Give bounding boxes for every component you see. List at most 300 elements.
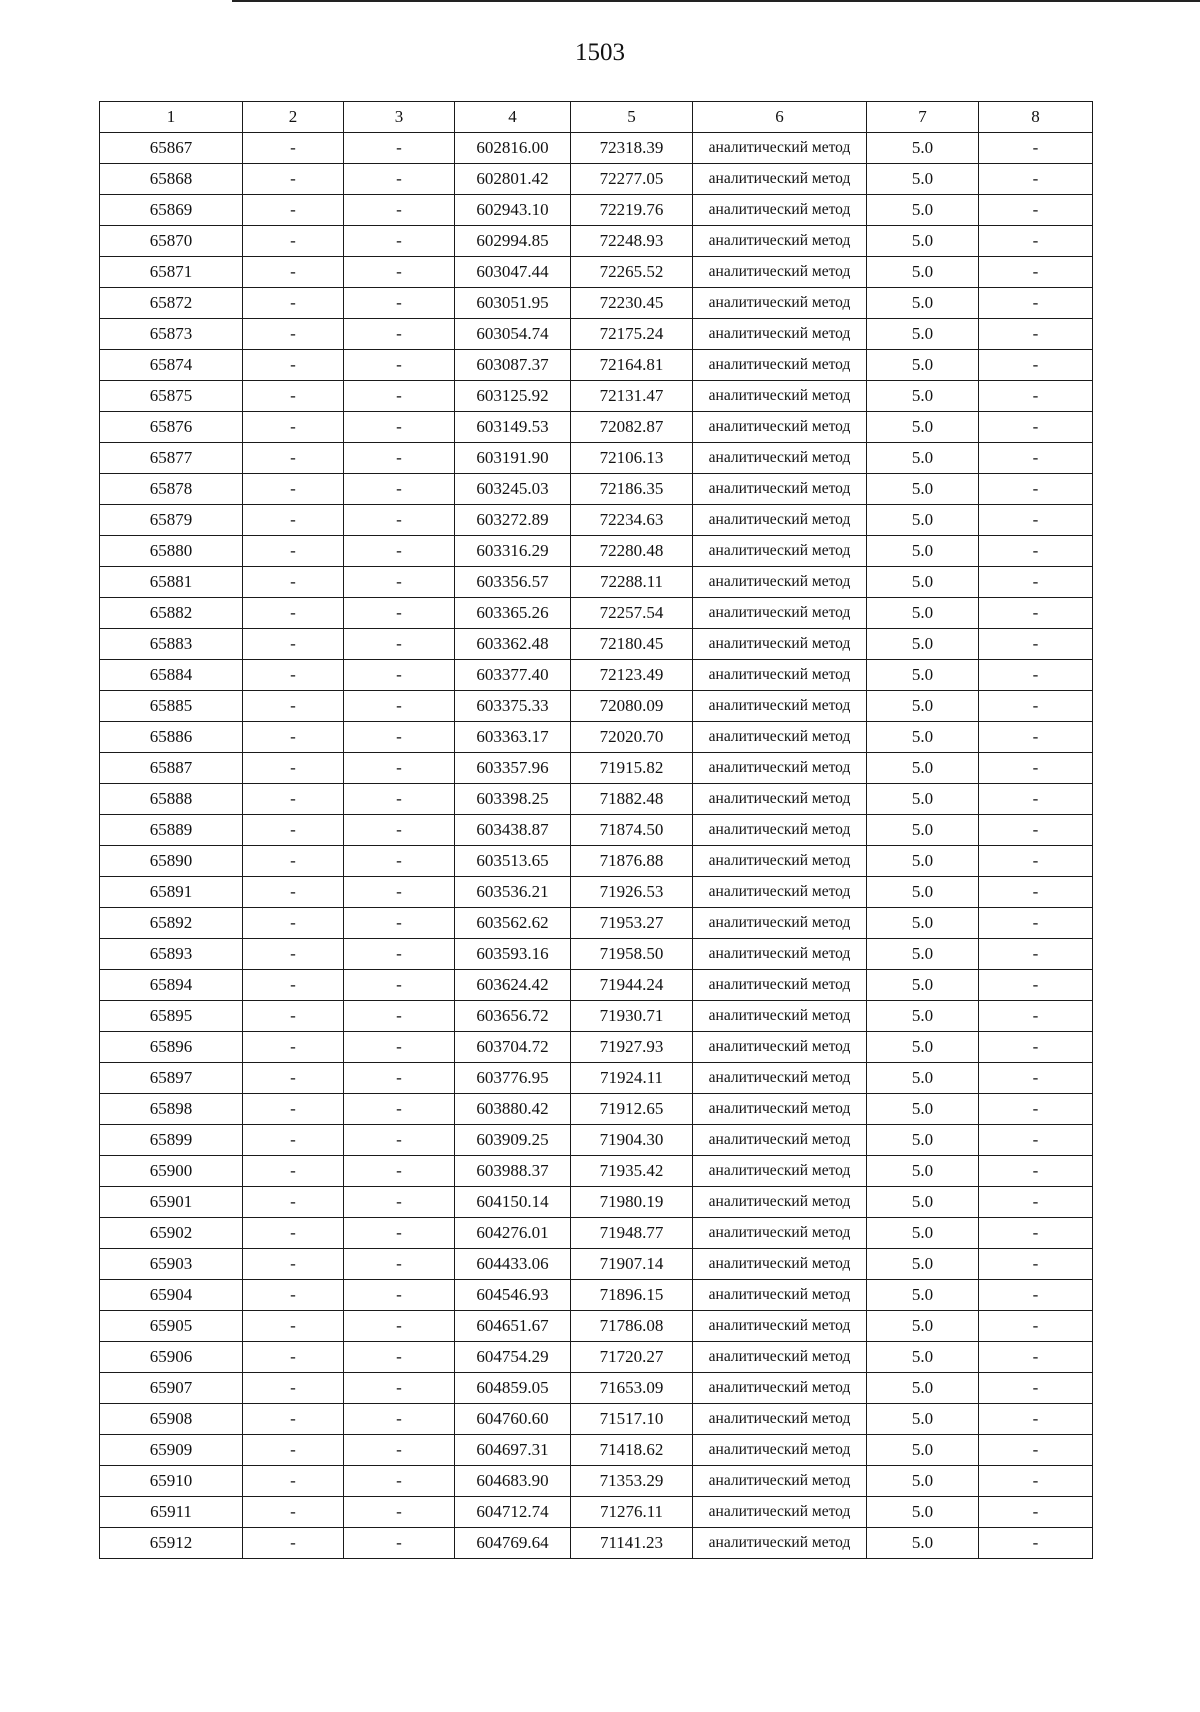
table-row <box>100 1094 1093 1125</box>
point-number-cell: 65879 <box>100 505 243 536</box>
column-3-cell: - <box>344 474 455 505</box>
column-8-cell: - <box>979 598 1093 629</box>
point-number-cell: 65894 <box>100 970 243 1001</box>
column-2-cell: - <box>243 1373 344 1404</box>
accuracy-cell: 5.0 <box>867 443 979 474</box>
x-coordinate-cell: 603245.03 <box>455 474 571 505</box>
method-cell: аналитический метод <box>693 660 867 691</box>
point-number-cell: 65872 <box>100 288 243 319</box>
point-number-cell: 65904 <box>100 1280 243 1311</box>
accuracy-cell: 5.0 <box>867 1342 979 1373</box>
column-header: 8 <box>979 102 1093 133</box>
point-number-cell: 65881 <box>100 567 243 598</box>
y-coordinate-cell: 72248.93 <box>571 226 693 257</box>
column-8-cell: - <box>979 1280 1093 1311</box>
y-coordinate-cell: 71653.09 <box>571 1373 693 1404</box>
table-row <box>100 1497 1093 1528</box>
accuracy-cell: 5.0 <box>867 660 979 691</box>
y-coordinate-cell: 72277.05 <box>571 164 693 195</box>
accuracy-cell: 5.0 <box>867 784 979 815</box>
point-number-cell: 65902 <box>100 1218 243 1249</box>
point-number-cell: 65880 <box>100 536 243 567</box>
column-8-cell: - <box>979 1342 1093 1373</box>
column-8-cell: - <box>979 1311 1093 1342</box>
column-2-cell: - <box>243 1342 344 1373</box>
method-cell: аналитический метод <box>693 908 867 939</box>
table-row <box>100 1156 1093 1187</box>
x-coordinate-cell: 603362.48 <box>455 629 571 660</box>
column-2-cell: - <box>243 567 344 598</box>
column-2-cell: - <box>243 908 344 939</box>
column-8-cell: - <box>979 133 1093 164</box>
accuracy-cell: 5.0 <box>867 1249 979 1280</box>
point-number-cell: 65906 <box>100 1342 243 1373</box>
column-8-cell: - <box>979 784 1093 815</box>
method-cell: аналитический метод <box>693 1156 867 1187</box>
table-row <box>100 1528 1093 1559</box>
column-2-cell: - <box>243 1404 344 1435</box>
point-number-cell: 65909 <box>100 1435 243 1466</box>
point-number-cell: 65882 <box>100 598 243 629</box>
method-cell: аналитический метод <box>693 846 867 877</box>
column-8-cell: - <box>979 660 1093 691</box>
column-8-cell: - <box>979 1466 1093 1497</box>
column-8-cell: - <box>979 877 1093 908</box>
x-coordinate-cell: 602994.85 <box>455 226 571 257</box>
y-coordinate-cell: 71418.62 <box>571 1435 693 1466</box>
column-header: 5 <box>571 102 693 133</box>
column-header: 2 <box>243 102 344 133</box>
column-2-cell: - <box>243 970 344 1001</box>
point-number-cell: 65889 <box>100 815 243 846</box>
column-2-cell: - <box>243 753 344 784</box>
column-3-cell: - <box>344 784 455 815</box>
x-coordinate-cell: 602943.10 <box>455 195 571 226</box>
table-row <box>100 1063 1093 1094</box>
column-3-cell: - <box>344 970 455 1001</box>
y-coordinate-cell: 72020.70 <box>571 722 693 753</box>
table-row <box>100 846 1093 877</box>
column-3-cell: - <box>344 1125 455 1156</box>
x-coordinate-cell: 603536.21 <box>455 877 571 908</box>
point-number-cell: 65903 <box>100 1249 243 1280</box>
y-coordinate-cell: 71980.19 <box>571 1187 693 1218</box>
point-number-cell: 65907 <box>100 1373 243 1404</box>
coordinates-table <box>99 101 1093 1559</box>
x-coordinate-cell: 604683.90 <box>455 1466 571 1497</box>
method-cell: аналитический метод <box>693 691 867 722</box>
point-number-cell: 65873 <box>100 319 243 350</box>
method-cell: аналитический метод <box>693 1373 867 1404</box>
accuracy-cell: 5.0 <box>867 288 979 319</box>
accuracy-cell: 5.0 <box>867 381 979 412</box>
table-row <box>100 660 1093 691</box>
table-row <box>100 784 1093 815</box>
y-coordinate-cell: 71876.88 <box>571 846 693 877</box>
column-8-cell: - <box>979 474 1093 505</box>
point-number-cell: 65912 <box>100 1528 243 1559</box>
accuracy-cell: 5.0 <box>867 1373 979 1404</box>
column-2-cell: - <box>243 939 344 970</box>
x-coordinate-cell: 604150.14 <box>455 1187 571 1218</box>
column-3-cell: - <box>344 1497 455 1528</box>
column-8-cell: - <box>979 505 1093 536</box>
column-header: 7 <box>867 102 979 133</box>
x-coordinate-cell: 603087.37 <box>455 350 571 381</box>
table-row <box>100 908 1093 939</box>
y-coordinate-cell: 71944.24 <box>571 970 693 1001</box>
accuracy-cell: 5.0 <box>867 474 979 505</box>
accuracy-cell: 5.0 <box>867 722 979 753</box>
accuracy-cell: 5.0 <box>867 505 979 536</box>
column-3-cell: - <box>344 257 455 288</box>
table-row <box>100 474 1093 505</box>
column-3-cell: - <box>344 1187 455 1218</box>
column-2-cell: - <box>243 1249 344 1280</box>
column-3-cell: - <box>344 1528 455 1559</box>
x-coordinate-cell: 604712.74 <box>455 1497 571 1528</box>
y-coordinate-cell: 71948.77 <box>571 1218 693 1249</box>
point-number-cell: 65897 <box>100 1063 243 1094</box>
y-coordinate-cell: 71786.08 <box>571 1311 693 1342</box>
column-8-cell: - <box>979 908 1093 939</box>
point-number-cell: 65877 <box>100 443 243 474</box>
point-number-cell: 65899 <box>100 1125 243 1156</box>
column-8-cell: - <box>979 1497 1093 1528</box>
column-2-cell: - <box>243 257 344 288</box>
method-cell: аналитический метод <box>693 784 867 815</box>
column-8-cell: - <box>979 1063 1093 1094</box>
method-cell: аналитический метод <box>693 257 867 288</box>
y-coordinate-cell: 71517.10 <box>571 1404 693 1435</box>
x-coordinate-cell: 603398.25 <box>455 784 571 815</box>
column-8-cell: - <box>979 1435 1093 1466</box>
table-row <box>100 536 1093 567</box>
accuracy-cell: 5.0 <box>867 1032 979 1063</box>
x-coordinate-cell: 604754.29 <box>455 1342 571 1373</box>
table-body <box>100 133 1093 1559</box>
y-coordinate-cell: 71924.11 <box>571 1063 693 1094</box>
point-number-cell: 65893 <box>100 939 243 970</box>
column-8-cell: - <box>979 1125 1093 1156</box>
point-number-cell: 65890 <box>100 846 243 877</box>
column-header: 6 <box>693 102 867 133</box>
method-cell: аналитический метод <box>693 815 867 846</box>
table-row <box>100 1311 1093 1342</box>
table-row <box>100 1032 1093 1063</box>
x-coordinate-cell: 603624.42 <box>455 970 571 1001</box>
x-coordinate-cell: 604651.67 <box>455 1311 571 1342</box>
method-cell: аналитический метод <box>693 722 867 753</box>
column-2-cell: - <box>243 536 344 567</box>
y-coordinate-cell: 71874.50 <box>571 815 693 846</box>
column-2-cell: - <box>243 1032 344 1063</box>
point-number-cell: 65898 <box>100 1094 243 1125</box>
column-8-cell: - <box>979 1249 1093 1280</box>
column-8-cell: - <box>979 257 1093 288</box>
column-header: 4 <box>455 102 571 133</box>
accuracy-cell: 5.0 <box>867 319 979 350</box>
column-2-cell: - <box>243 1125 344 1156</box>
point-number-cell: 65870 <box>100 226 243 257</box>
column-3-cell: - <box>344 567 455 598</box>
method-cell: аналитический метод <box>693 1435 867 1466</box>
accuracy-cell: 5.0 <box>867 1125 979 1156</box>
column-3-cell: - <box>344 133 455 164</box>
accuracy-cell: 5.0 <box>867 753 979 784</box>
y-coordinate-cell: 71896.15 <box>571 1280 693 1311</box>
column-2-cell: - <box>243 226 344 257</box>
column-3-cell: - <box>344 846 455 877</box>
method-cell: аналитический метод <box>693 381 867 412</box>
column-2-cell: - <box>243 815 344 846</box>
header-row <box>100 102 1093 133</box>
y-coordinate-cell: 72131.47 <box>571 381 693 412</box>
y-coordinate-cell: 72234.63 <box>571 505 693 536</box>
column-8-cell: - <box>979 195 1093 226</box>
column-header: 1 <box>100 102 243 133</box>
point-number-cell: 65878 <box>100 474 243 505</box>
column-8-cell: - <box>979 350 1093 381</box>
method-cell: аналитический метод <box>693 133 867 164</box>
column-8-cell: - <box>979 1528 1093 1559</box>
method-cell: аналитический метод <box>693 1063 867 1094</box>
method-cell: аналитический метод <box>693 1218 867 1249</box>
column-3-cell: - <box>344 226 455 257</box>
column-8-cell: - <box>979 1218 1093 1249</box>
y-coordinate-cell: 72280.48 <box>571 536 693 567</box>
accuracy-cell: 5.0 <box>867 1280 979 1311</box>
x-coordinate-cell: 603356.57 <box>455 567 571 598</box>
column-3-cell: - <box>344 1311 455 1342</box>
column-8-cell: - <box>979 939 1093 970</box>
table-row <box>100 164 1093 195</box>
table-row <box>100 1001 1093 1032</box>
y-coordinate-cell: 71882.48 <box>571 784 693 815</box>
method-cell: аналитический метод <box>693 505 867 536</box>
accuracy-cell: 5.0 <box>867 195 979 226</box>
column-3-cell: - <box>344 691 455 722</box>
x-coordinate-cell: 603316.29 <box>455 536 571 567</box>
y-coordinate-cell: 71276.11 <box>571 1497 693 1528</box>
table-row <box>100 722 1093 753</box>
accuracy-cell: 5.0 <box>867 970 979 1001</box>
point-number-cell: 65869 <box>100 195 243 226</box>
column-header: 3 <box>344 102 455 133</box>
table-row <box>100 257 1093 288</box>
accuracy-cell: 5.0 <box>867 908 979 939</box>
y-coordinate-cell: 72080.09 <box>571 691 693 722</box>
column-8-cell: - <box>979 1001 1093 1032</box>
table-row <box>100 815 1093 846</box>
page-number: 1503 <box>575 39 625 66</box>
point-number-cell: 65896 <box>100 1032 243 1063</box>
accuracy-cell: 5.0 <box>867 846 979 877</box>
y-coordinate-cell: 72230.45 <box>571 288 693 319</box>
column-3-cell: - <box>344 1094 455 1125</box>
point-number-cell: 65874 <box>100 350 243 381</box>
method-cell: аналитический метод <box>693 753 867 784</box>
x-coordinate-cell: 604697.31 <box>455 1435 571 1466</box>
top-rule <box>232 0 1200 2</box>
accuracy-cell: 5.0 <box>867 1466 979 1497</box>
x-coordinate-cell: 602801.42 <box>455 164 571 195</box>
y-coordinate-cell: 72106.13 <box>571 443 693 474</box>
table-row <box>100 1404 1093 1435</box>
accuracy-cell: 5.0 <box>867 1001 979 1032</box>
accuracy-cell: 5.0 <box>867 164 979 195</box>
accuracy-cell: 5.0 <box>867 133 979 164</box>
x-coordinate-cell: 603375.33 <box>455 691 571 722</box>
table-row <box>100 1342 1093 1373</box>
column-2-cell: - <box>243 1094 344 1125</box>
method-cell: аналитический метод <box>693 970 867 1001</box>
method-cell: аналитический метод <box>693 319 867 350</box>
x-coordinate-cell: 604769.64 <box>455 1528 571 1559</box>
point-number-cell: 65886 <box>100 722 243 753</box>
table-row <box>100 133 1093 164</box>
accuracy-cell: 5.0 <box>867 412 979 443</box>
table-row <box>100 1373 1093 1404</box>
method-cell: аналитический метод <box>693 1001 867 1032</box>
method-cell: аналитический метод <box>693 226 867 257</box>
y-coordinate-cell: 71904.30 <box>571 1125 693 1156</box>
method-cell: аналитический метод <box>693 288 867 319</box>
table-row <box>100 443 1093 474</box>
x-coordinate-cell: 604859.05 <box>455 1373 571 1404</box>
accuracy-cell: 5.0 <box>867 1404 979 1435</box>
y-coordinate-cell: 71935.42 <box>571 1156 693 1187</box>
column-3-cell: - <box>344 443 455 474</box>
column-3-cell: - <box>344 815 455 846</box>
column-2-cell: - <box>243 474 344 505</box>
y-coordinate-cell: 72175.24 <box>571 319 693 350</box>
method-cell: аналитический метод <box>693 1125 867 1156</box>
accuracy-cell: 5.0 <box>867 1435 979 1466</box>
column-2-cell: - <box>243 350 344 381</box>
y-coordinate-cell: 72123.49 <box>571 660 693 691</box>
x-coordinate-cell: 603704.72 <box>455 1032 571 1063</box>
column-2-cell: - <box>243 1528 344 1559</box>
column-3-cell: - <box>344 319 455 350</box>
column-3-cell: - <box>344 288 455 319</box>
point-number-cell: 65910 <box>100 1466 243 1497</box>
point-number-cell: 65876 <box>100 412 243 443</box>
accuracy-cell: 5.0 <box>867 1528 979 1559</box>
column-2-cell: - <box>243 164 344 195</box>
column-3-cell: - <box>344 350 455 381</box>
column-2-cell: - <box>243 1311 344 1342</box>
y-coordinate-cell: 71912.65 <box>571 1094 693 1125</box>
accuracy-cell: 5.0 <box>867 598 979 629</box>
column-8-cell: - <box>979 970 1093 1001</box>
column-3-cell: - <box>344 722 455 753</box>
y-coordinate-cell: 71926.53 <box>571 877 693 908</box>
point-number-cell: 65884 <box>100 660 243 691</box>
method-cell: аналитический метод <box>693 350 867 381</box>
accuracy-cell: 5.0 <box>867 536 979 567</box>
method-cell: аналитический метод <box>693 567 867 598</box>
column-8-cell: - <box>979 1156 1093 1187</box>
y-coordinate-cell: 72186.35 <box>571 474 693 505</box>
column-2-cell: - <box>243 319 344 350</box>
y-coordinate-cell: 72257.54 <box>571 598 693 629</box>
column-3-cell: - <box>344 598 455 629</box>
column-3-cell: - <box>344 1063 455 1094</box>
method-cell: аналитический метод <box>693 1094 867 1125</box>
column-2-cell: - <box>243 412 344 443</box>
column-3-cell: - <box>344 753 455 784</box>
column-8-cell: - <box>979 629 1093 660</box>
column-2-cell: - <box>243 381 344 412</box>
column-3-cell: - <box>344 1404 455 1435</box>
column-8-cell: - <box>979 536 1093 567</box>
method-cell: аналитический метод <box>693 1280 867 1311</box>
table-row <box>100 1125 1093 1156</box>
x-coordinate-cell: 603365.26 <box>455 598 571 629</box>
y-coordinate-cell: 71953.27 <box>571 908 693 939</box>
y-coordinate-cell: 72082.87 <box>571 412 693 443</box>
column-8-cell: - <box>979 381 1093 412</box>
column-2-cell: - <box>243 1497 344 1528</box>
x-coordinate-cell: 602816.00 <box>455 133 571 164</box>
accuracy-cell: 5.0 <box>867 1063 979 1094</box>
method-cell: аналитический метод <box>693 1404 867 1435</box>
column-8-cell: - <box>979 319 1093 350</box>
x-coordinate-cell: 603272.89 <box>455 505 571 536</box>
x-coordinate-cell: 603054.74 <box>455 319 571 350</box>
accuracy-cell: 5.0 <box>867 1218 979 1249</box>
column-8-cell: - <box>979 1032 1093 1063</box>
column-8-cell: - <box>979 753 1093 784</box>
point-number-cell: 65891 <box>100 877 243 908</box>
y-coordinate-cell: 71907.14 <box>571 1249 693 1280</box>
table-row <box>100 970 1093 1001</box>
table-row <box>100 1187 1093 1218</box>
table-row <box>100 319 1093 350</box>
method-cell: аналитический метод <box>693 536 867 567</box>
table-row <box>100 505 1093 536</box>
table-row <box>100 381 1093 412</box>
point-number-cell: 65888 <box>100 784 243 815</box>
point-number-cell: 65885 <box>100 691 243 722</box>
table-row <box>100 598 1093 629</box>
y-coordinate-cell: 72265.52 <box>571 257 693 288</box>
method-cell: аналитический метод <box>693 629 867 660</box>
point-number-cell: 65911 <box>100 1497 243 1528</box>
x-coordinate-cell: 603880.42 <box>455 1094 571 1125</box>
x-coordinate-cell: 603149.53 <box>455 412 571 443</box>
table-row <box>100 1249 1093 1280</box>
table-header <box>100 102 1093 133</box>
x-coordinate-cell: 604546.93 <box>455 1280 571 1311</box>
column-3-cell: - <box>344 1342 455 1373</box>
point-number-cell: 65908 <box>100 1404 243 1435</box>
column-2-cell: - <box>243 660 344 691</box>
y-coordinate-cell: 71958.50 <box>571 939 693 970</box>
column-2-cell: - <box>243 1001 344 1032</box>
column-8-cell: - <box>979 1187 1093 1218</box>
column-2-cell: - <box>243 195 344 226</box>
column-2-cell: - <box>243 784 344 815</box>
x-coordinate-cell: 604433.06 <box>455 1249 571 1280</box>
table-row <box>100 1280 1093 1311</box>
table-row <box>100 288 1093 319</box>
column-2-cell: - <box>243 1280 344 1311</box>
method-cell: аналитический метод <box>693 598 867 629</box>
column-3-cell: - <box>344 939 455 970</box>
column-3-cell: - <box>344 505 455 536</box>
